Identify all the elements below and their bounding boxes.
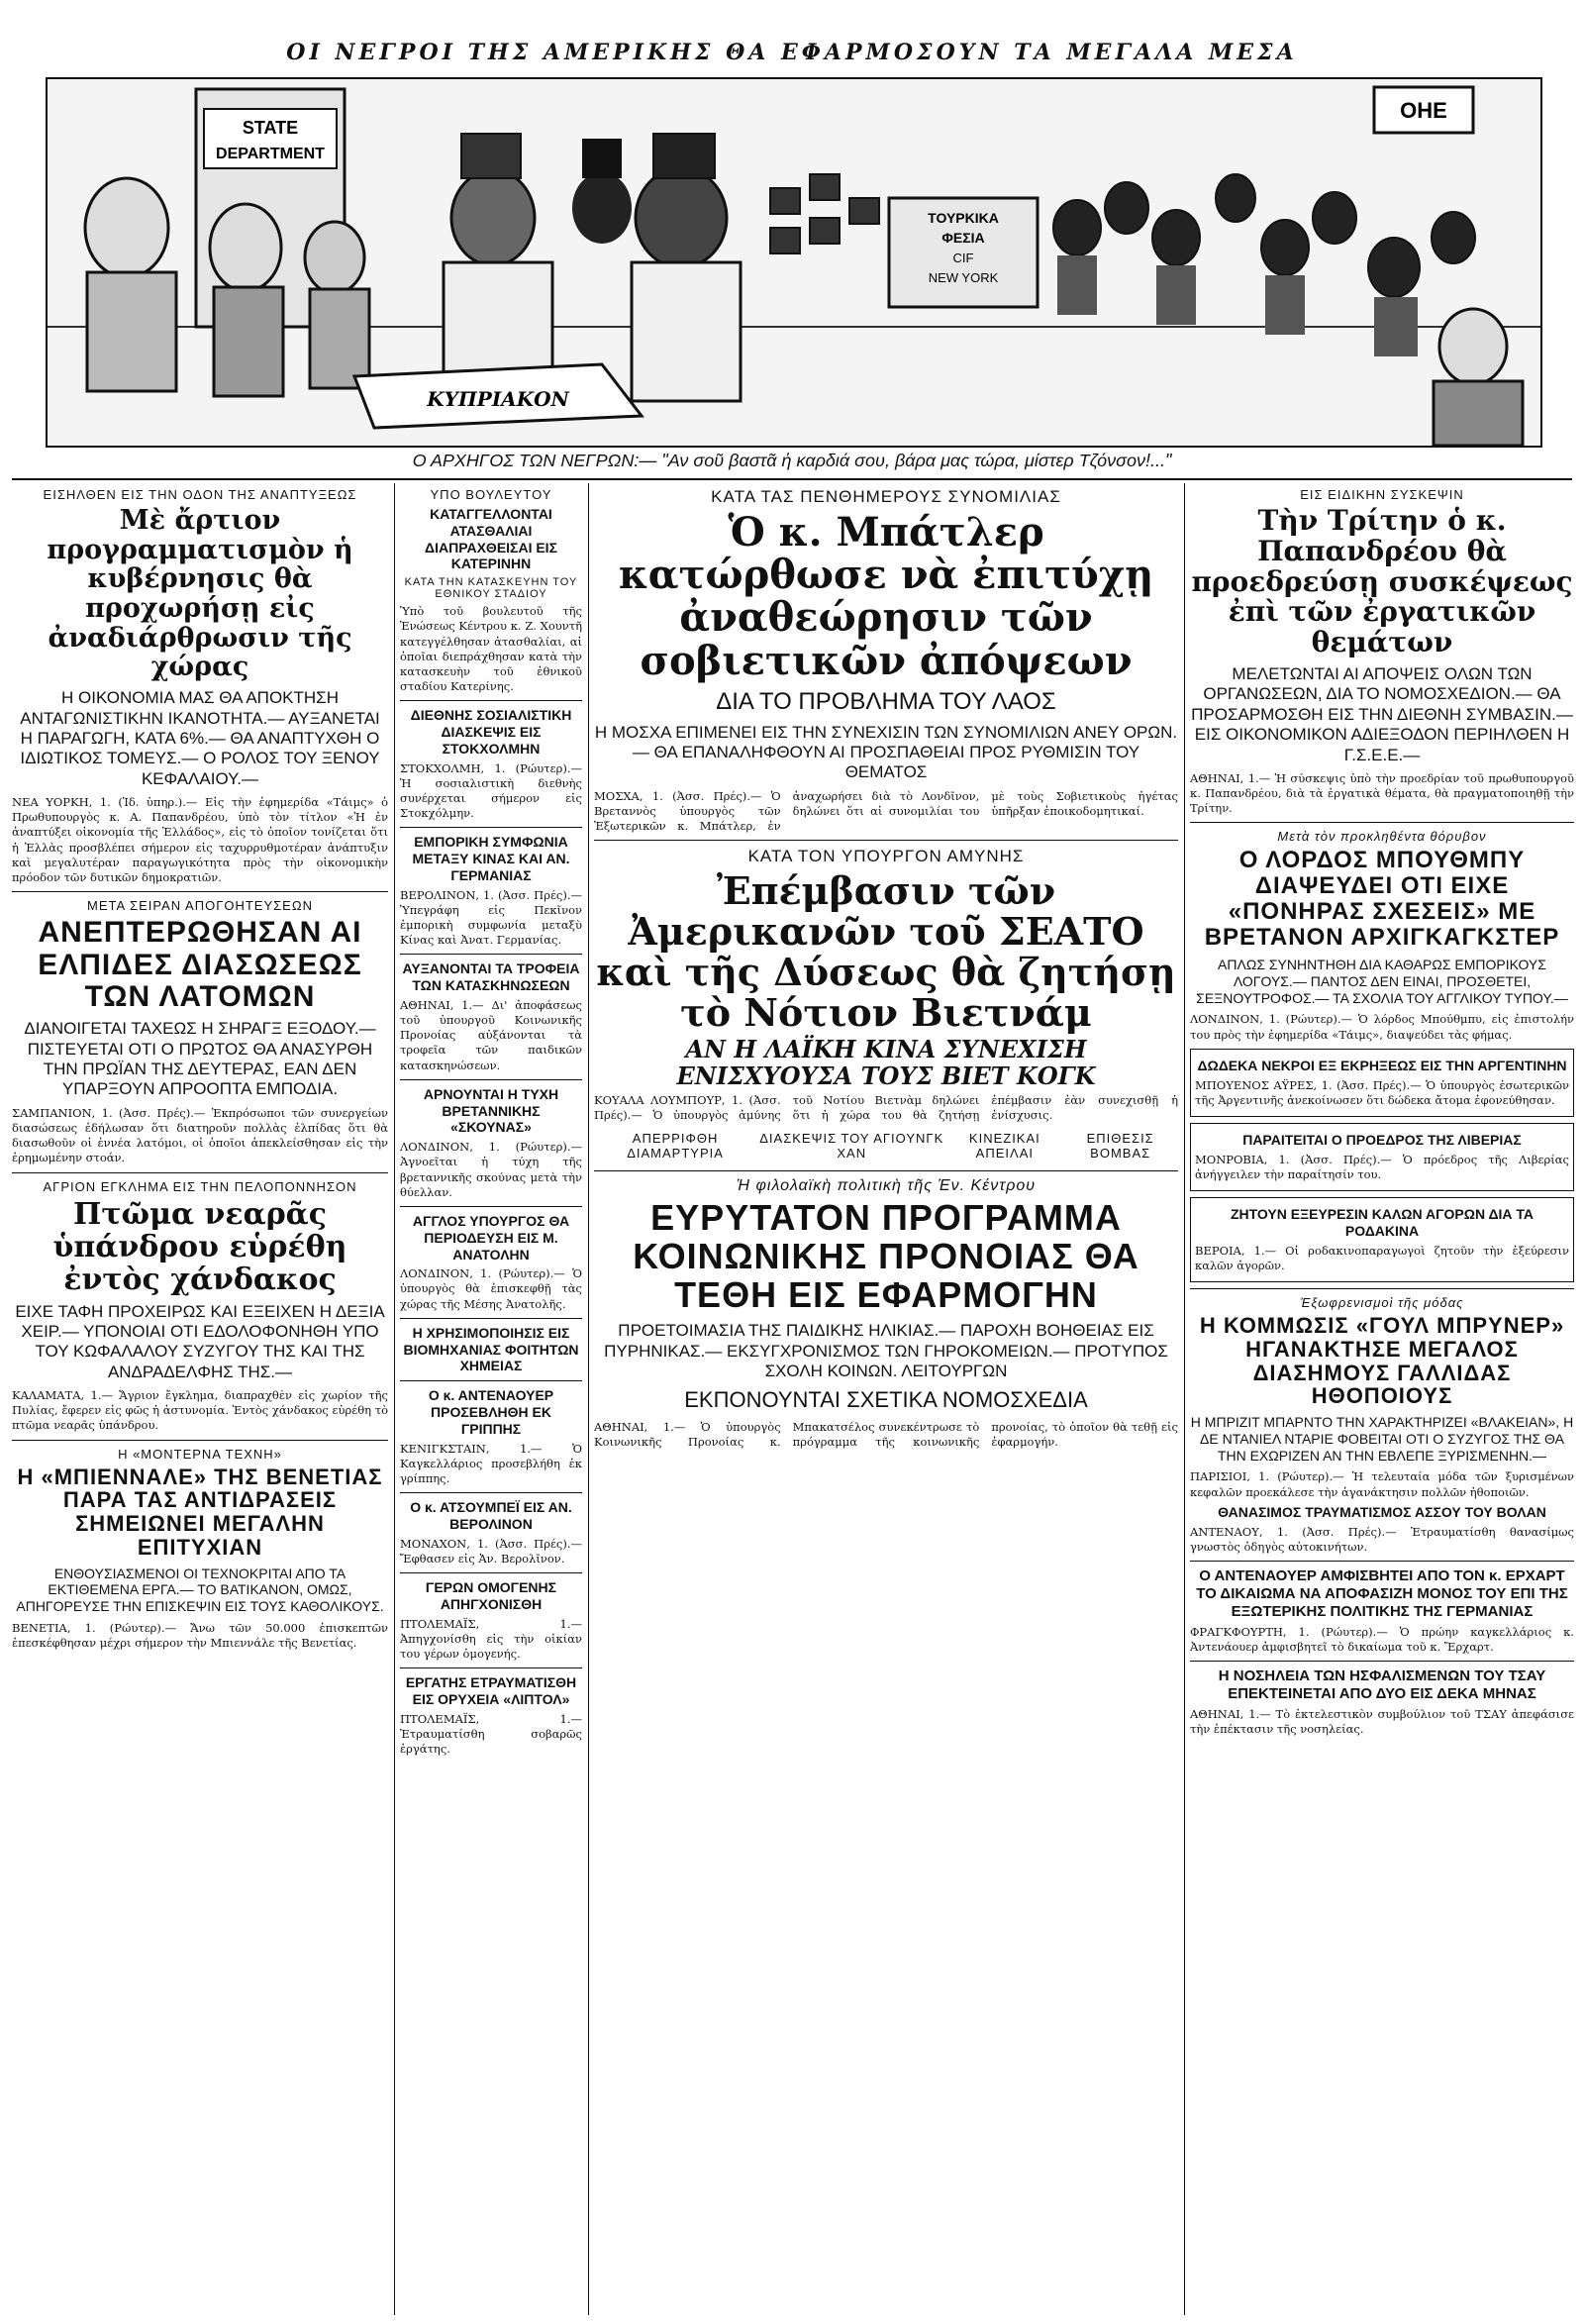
article-separator — [400, 1206, 582, 1207]
article-headline: ΘΑΝΑΣΙΜΟΣ ΤΡΑΥΜΑΤΙΣΜΟΣ ΑΣΣΟΥ ΤΟΥ ΒΟΛΑΝ — [1218, 1503, 1546, 1520]
article-headline: Ο κ. ΑΝΤΕΝΑΟΥΕΡ ΠΡΟΣΕΒΛΗΘΗ ΕΚ ΓΡΙΠΠΗΣ — [428, 1387, 554, 1437]
article-body: ΣΑΜΠΑΝΙΟΝ, 1. (Ἀσσ. Πρές).— Ἐκπρόσωποι τῶν συνεργείων διασώσεως ἐδήλωσαν ὅτι διατηροῦν πολλὰς ἐλπίδας ὅτι θὰ διασωθοῦν οἱ ἐννέα λατόμοι, οἱ ὁποῖοι ἀπεκλείσθησαν εἰς τὴν ἐρημωμένην στοάν. — [12, 1105, 388, 1165]
column-divider — [588, 483, 589, 2315]
inset-headline: ΕΠΙΘΕΣΙΣ ΒΟΜΒΑΣ — [1086, 1131, 1154, 1162]
fesia-line4: NEW YORK — [928, 270, 999, 285]
article-headline: Ο ΑΝΤΕΝΑΟΥΕΡ ΑΜΦΙΣΒΗΤΕΙ ΑΠΟ ΤΟΝ κ. ΕΡΧΑΡΤ ΤΟ ΔΙΚΑΙΩΜΑ ΝΑ ΑΠΟΦΑΣΙΖΗ ΜΟΝΟΣ ΤΟΥ ΕΠΙ ΤΗΣ ΕΞΩΤΕΡΙΚΗΣ ΠΟΛΙΤΙΚΗΣ ΤΗΣ ΓΕΡΜΑΝΙΑΣ — [1196, 1566, 1568, 1620]
article-kicker: Ἡ φιλολαϊκὴ πολιτικὴ τῆς Ἑν. Κέντρου — [736, 1177, 1037, 1195]
article-kicker: ΕΙΣΗΛΘΕΝ ΕΙΣ ΤΗΝ ΟΔΟΝ ΤΗΣ ΑΝΑΠΤΥΞΕΩΣ — [43, 487, 357, 502]
sign-state: STATE — [242, 118, 299, 138]
article-headline: Η ΚΟΜΜΩΣΙΣ «ΓΟΥΛ ΜΠΡΥΝΕΡ» ΗΓΑΝΑΚΤΗΣΕ ΜΕΓΑΛΟΣ ΔΙΑΣΗΜΟΥΣ ΓΑΛΛΙΔΑΣ ΗΘΟΠΟΙΟΥΣ — [1199, 1313, 1565, 1409]
inset-headline: ΔΙΑΣΚΕΨΙΣ ΤΟΥ ΑΓΙΟΥΝΓΚ ΧΑΝ — [759, 1131, 944, 1162]
article-headline: ΔΩΔΕΚΑ ΝΕΚΡΟΙ ΕΞ ΕΚΡΗΞΕΩΣ ΕΙΣ ΤΗΝ ΑΡΓΕΝΤΙΝΗΝ — [1197, 1057, 1567, 1073]
article-body: ΛΟΝΔΙΝΟΝ, 1. (Ρώυτερ).— Ὁ λόρδος Μπούθμπυ, εἰς ἐπιστολήν του πρὸς τὴν ἐφημερίδα «Τάιμς», διαψεύδει τὰς φήμας. — [1190, 1012, 1574, 1042]
article-body: ΑΘΗΝΑΙ, 1.— Ἡ σύσκεψις ὑπὸ τὴν προεδρίαν τοῦ πρωθυπουργοῦ κ. Παπανδρέου, διὰ τὰ ἐργατικὰ θέματα, θὰ πραγματοποιηθῇ τὴν Τρίτην. — [1190, 770, 1574, 816]
article-separator — [1190, 1661, 1574, 1662]
article-headline: ΑΝΕΠΤΕΡΩΘΗΣΑΝ ΑΙ ΕΛΠΙΔΕΣ ΔΙΑΣΩΣΕΩΣ ΤΩΝ ΛΑΤΟΜΩΝ — [38, 916, 362, 1013]
column-4 — [1190, 485, 1574, 2317]
article-body: ΠΤΟΛΕΜΑΪΣ, 1.— Ἀπηγχονίσθη εἰς τὴν οἰκίαν του γέρων ὁμογενής. — [400, 1616, 582, 1661]
article-body: ΜΟΝΡΟΒΙΑ, 1. (Ἀσσ. Πρές).— Ὁ πρόεδρος τῆς Λιβερίας ἀνήγγειλεν τὴν παραίτησίν του. — [1195, 1152, 1569, 1181]
article-separator — [12, 1172, 388, 1173]
article-headline: ΕΡΓΑΤΗΣ ΕΤΡΑΥΜΑΤΙΣΘΗ ΕΙΣ ΟΡΥΧΕΙΑ «ΛΙΠΤΟΛ» — [405, 1674, 577, 1707]
article-body: ΒΕΝΕΤΙΑ, 1. (Ρώυτερ).— Ἄνω τῶν 50.000 ἐπισκεπτῶν ἐπεσκέφθησαν μέχρι σήμερον τὴν Μπιεννάλε τῆς Βενετίας. — [12, 1621, 388, 1651]
article-body: ΠΑΡΙΣΙΟΙ, 1. (Ρώυτερ).— Ἡ τελευταία μόδα τῶν ξυρισμένων κεφαλῶν προεκάλεσε τὴν ἀγανάκτησιν πολλῶν ἠθοποιῶν. — [1190, 1469, 1574, 1499]
article-separator — [1190, 1288, 1574, 1289]
article-separator — [1190, 822, 1574, 823]
column-1 — [12, 485, 388, 2317]
fesia-line2: ΦΕΣΙΑ — [941, 230, 985, 246]
article-body: ΑΘΗΝΑΙ, 1.— Ὁ ὑπουργὸς Κοινωνικῆς Προνοίας κ. Μπακατσέλος συνεκέντρωσε τὸ πρόγραμμα τῆς κοινωνικῆς προνοίας, τὸ ὁποῖον θὰ τεθῇ εἰς ἐφαρμογήν. — [594, 1419, 1178, 1449]
article-headline: Πτῶμα νεαρᾶς ὑπάνδρου εὑρέθη ἐντὸς χάνδακος — [52, 1196, 347, 1297]
news-box — [1190, 1049, 1574, 1117]
article-body: ΚΕΝΙΓΚΣΤΑΙΝ, 1.— Ὁ Καγκελλάριος προσεβλήθη ἐκ γρίππης. — [400, 1441, 582, 1485]
article-subheadline: ΑΠΛΩΣ ΣΥΝΗΝΤΗΘΗ ΔΙΑ ΚΑΘΑΡΩΣ ΕΜΠΟΡΙΚΟΥΣ ΛΟΓΟΥΣ.— ΠΑΝΤΟΣ ΔΕΝ ΕΙΝΑΙ, ΠΡΟΣΘΕΤΕΙ, ΣΕΞΝΟΥΤΡΟΦΟΣ.— ΤΑ ΣΧΟΛΙΑ ΤΟΥ ΑΓΓΛΙΚΟΥ ΤΥΠΟΥ.— — [1196, 957, 1568, 1006]
article-headline: Μὲ ἄρτιον προγραμματισμὸν ἡ κυβέρνησις θὰ προχωρήσῃ εἰς ἀναδιάρθρωσιν τῆς χώρας — [47, 505, 353, 683]
article-headline: Η ΧΡΗΣΙΜΟΠΟΙΗΣΙΣ ΕΙΣ ΒΙΟΜΗΧΑΝΙΑΣ ΦΟΙΤΗΤΩΝ ΧΗΜΕΙΑΣ — [403, 1324, 579, 1374]
article-body: ΚΟΥΑΛΑ ΛΟΥΜΠΟΥΡ, 1. (Ἀσσ. Πρές).— Ὁ ὑπουργὸς ἀμύνης τοῦ Νοτίου Βιετνὰμ δηλώνει ὅτι ἡ χώρα του θὰ ζητήσῃ ἐπέμβασιν ἐὰν συνεχισθῇ ἡ ἐνίσχυσις. — [594, 1093, 1178, 1123]
article-separator — [594, 1170, 1178, 1171]
article-separator — [400, 1667, 582, 1668]
article-body: ΦΡΑΓΚΦΟΥΡΤΗ, 1. (Ρώυτερ).— Ὁ πρώην καγκελλάριος κ. Ἀντενάουερ ἀμφισβητεῖ τὸ δικαίωμα τοῦ κ. Ἔρχαρτ. — [1190, 1624, 1574, 1655]
article-subheadline: Η ΟΙΚΟΝΟΜΙΑ ΜΑΣ ΘΑ ΑΠΟΚΤΗΣΗ ΑΝΤΑΓΩΝΙΣΤΙΚΗΝ ΙΚΑΝΟΤΗΤΑ.— ΑΥΞΑΝΕΤΑΙ Η ΠΑΡΑΓΩΓΗ, ΚΑΤΑ 6%.— ΘΑ ΑΝΑΠΤΥΧΘΗ Ο ΙΔΙΩΤΙΚΟΣ ΤΟΜΕΥΣ.— Ο ΡΟΛΟΣ ΤΟΥ ΞΕΝΟΥ ΚΕΦΑΛΑΙΟΥ.— — [20, 688, 380, 788]
article-body: ΚΑΛΑΜΑΤΑ, 1.— Ἄγριον ἔγκλημα, διαπραχθὲν εἰς χωρίον τῆς Πυλίας, ἔφερεν εἰς φῶς ἡ ἀστυνομία. Ἐντὸς χάνδακος εὑρέθη τὸ πτῶμα νεαρᾶς ὑπάνδρου. — [12, 1388, 388, 1433]
article-kicker: Ἐξωφρενισμοὶ τῆς μόδας — [1300, 1295, 1464, 1311]
article-subheadline: ΠΡΟΕΤΟΙΜΑΣΙΑ ΤΗΣ ΠΑΙΔΙΚΗΣ ΗΛΙΚΙΑΣ.— ΠΑΡΟΧΗ ΒΟΗΘΕΙΑΣ ΕΙΣ ΠΥΡΗΝΙΚΑΣ.— ΕΚΣΥΓΧΡΟΝΙΣΜΟΣ ΤΩΝ ΓΗΡΟΚΟΜΕΙΩΝ.— ΠΡΟΤΥΠΟΣ ΣΧΟΛΗ ΚΟΙΝΩΝ. ΛΕΙΤΟΥΡΓΩΝ — [604, 1321, 1168, 1380]
article-headline: ΚΑΤΑΓΓΕΛΛΟΝΤΑΙ ΑΤΑΣΘΑΛΙΑΙ ΔΙΑΠΡΑΧΘΕΙΣΑΙ ΕΙΣ ΚΑΤΕΡΙΝΗΝ — [425, 506, 557, 572]
article-kicker: ΜΕΤΑ ΣΕΙΡΑΝ ΑΠΟΓΟΗΤΕΥΣΕΩΝ — [87, 898, 313, 914]
article-headline: ΑΡΝΟΥΝΤΑΙ Η ΤΥΧΗ ΒΡΕΤΑΝΝΙΚΗΣ «ΣΚΟΥΝΑΣ» — [423, 1085, 559, 1136]
article-separator — [400, 1492, 582, 1493]
column-divider — [1184, 483, 1185, 2315]
article-separator — [400, 700, 582, 701]
article-kicker: ΚΑΤΑ ΤΑΣ ΠΕΝΘΗΜΕΡΟΥΣ ΣΥΝΟΜΙΛΙΑΣ — [711, 487, 1061, 506]
article-subheadline: ΜΕΛΕΤΩΝΤΑΙ ΑΙ ΑΠΟΨΕΙΣ ΟΛΩΝ ΤΩΝ ΟΡΓΑΝΩΣΕΩΝ, ΔΙΑ ΤΟ ΝΟΜΟΣΧΕΔΙΟΝ.— ΘΑ ΠΡΟΣΑΡΜΟΣΘΗ ΕΙΣ ΤΗΝ ΔΙΕΘΝΗ ΣΥΜΒΑΣΙΝ.— ΕΙΣ ΟΙΚΟΝΟΜΙΚΟΝ ΑΔΙΕΞΟΔΟΝ ΠΕΡΙΗΛΘΕΝ Η Γ.Σ.Ε.Ε.— — [1191, 663, 1573, 764]
article-headline: Η ΝΟΣΗΛΕΙΑ ΤΩΝ ΗΣΦΑΛΙΣΜΕΝΩΝ ΤΟΥ ΤΣΑΥ ΕΠΕΚΤΕΙΝΕΤΑΙ ΑΠΟ ΔΥΟ ΕΙΣ ΔΕΚΑ ΜΗΝΑΣ — [1218, 1667, 1546, 1703]
inset-headlines — [594, 1129, 1178, 1164]
header-divider — [12, 478, 1572, 480]
article-body: ΛΟΝΔΙΝΟΝ, 1. (Ρώυτερ).— Ἀγνοεῖται ἡ τύχη τῆς βρεταννικῆς σκούνας μετὰ τὴν θύελλαν. — [400, 1140, 582, 1199]
article-headline: Ἐπέμβασιν τῶν Ἀμερικανῶν τοῦ ΣΕΑΤΟ καὶ τῆς Δύσεως θὰ ζητήσῃ τὸ Νότιον Βιετνάμ — [596, 868, 1176, 1036]
column-divider — [394, 483, 395, 2315]
article-kicker: Η «ΜΟΝΤΕΡΝΑ ΤΕΧΝΗ» — [118, 1446, 282, 1462]
column-3 — [594, 485, 1178, 2317]
article-headline: ΕΥΡΥΤΑΤΟΝ ΠΡΟΓΡΑΜΜΑ ΚΟΙΝΩΝΙΚΗΣ ΠΡΟΝΟΙΑΣ ΘΑ ΤΕΘΗ ΕΙΣ ΕΦΑΡΜΟΓΗΝ — [633, 1197, 1139, 1316]
article-subheadline: ΚΑΤΑ ΤΗΝ ΚΑΤΑΣΚΕΥΗΝ ΤΟΥ ΕΘΝΙΚΟΥ ΣΤΑΔΙΟΥ — [404, 576, 578, 601]
article-separator — [400, 1079, 582, 1080]
article-body: ΝΕΑ ΥΟΡΚΗ, 1. (Ἰδ. ὑπηρ.).— Εἰς τὴν ἐφημερίδα «Τάιμς» ὁ Πρωθυπουργὸς κ. Α. Παπανδρέου, ὑπὸ τὸν τίτλον «Ἡ ἐν ἀναπτύξει οἰκονομία τῆς Ἑλλάδος», εἰς τὸ ὁποῖον τονίζεται ὅτι ἡ Ἑλλὰς προσβλέπει σήμερον εἰς ταχυρρυθμοτέραν ἀνάπτυξιν καὶ μεγαλυτέραν παραγωγικότητα πρὸς τὴν οἰκονομικὴν πρόοδον τῶν δυτικῶν δημοκρατιῶν. — [12, 795, 388, 884]
article-body: ΛΟΝΔΙΝΟΝ, 1. (Ρώυτερ).— Ὁ ὑπουργὸς θὰ ἐπισκεφθῇ τὰς χώρας τῆς Μέσης Ἀνατολῆς. — [400, 1266, 582, 1311]
article-body: Ὑπὸ τοῦ βουλευτοῦ τῆς Ἑνώσεως Κέντρου κ. Ζ. Χουντῆ κατεγγέλθησαν ἀτασθαλίαι, αἱ ὁποῖαι διεπράχθησαν κατὰ τὴν κατασκευὴν τοῦ ἐθνικοῦ σταδίου Κατερίνης. — [400, 604, 582, 694]
article-body: ΑΘΗΝΑΙ, 1.— Τὸ ἐκτελεστικὸν συμβούλιον τοῦ ΤΣΑΥ ἀπεφάσισε τὴν ἐπέκτασιν τῆς νοσηλείας. — [1190, 1707, 1574, 1737]
fesia-line3: CIF — [952, 251, 974, 265]
fesia-line1: ΤΟΥΡΚΙΚΑ — [928, 210, 999, 226]
article-subheadline: Η ΜΠΡΙΖΙΤ ΜΠΑΡΝΤΟ ΤΗΝ ΧΑΡΑΚΤΗΡΙΖΕΙ «ΒΛΑΚΕΙΑΝ», Η ΔΕ ΝΤΑΝΙΕΛ ΝΤΑΡΙΕ ΦΟΒΕΙΤΑΙ ΟΤΙ Ο ΣΥΖΥΓΟΣ ΤΗΣ ΘΑ ΤΗΝ ΕΧΩΡΙΖΕΝ ΑΝ ΤΗΝ ΕΒΛΕΠΕ ΞΥΡΙΣΜΕΝΗΝ.— — [1190, 1414, 1574, 1464]
article-separator — [1190, 1561, 1574, 1562]
article-separator — [400, 1572, 582, 1573]
article-body: ΜΠΟΥΕΝΟΣ ΑΫΡΕΣ, 1. (Ἀσσ. Πρές).— Ὁ ὑπουργὸς ἐσωτερικῶν τῆς Ἀργεντινῆς ἀνεκοίνωσεν ὅτι δώδεκα ἄτομα ἐφονεύθησαν. — [1195, 1077, 1569, 1107]
article-body: ΒΕΡΟΙΑ, 1.— Οἱ ροδακινοπαραγωγοὶ ζητοῦν τὴν ἐξεύρεσιν καλῶν ἀγορῶν. — [1195, 1243, 1569, 1272]
article-separator — [400, 1380, 582, 1381]
article-kicker: ΥΠΟ ΒΟΥΛΕΥΤΟΥ — [430, 487, 552, 502]
tray-label: ΚΥΠΡΙΑΚΟΝ — [427, 387, 569, 411]
article-subheadline: ΑΝ Η ΛΑΪΚΗ ΚΙΝΑ ΣΥΝΕΧΙΣΗ ΕΝΙΣΧΥΟΥΣΑ ΤΟΥΣ ΒΙΕΤ ΚΟΓΚ — [676, 1035, 1096, 1090]
article-kicker: ΑΓΡΙΟΝ ΕΓΚΛΗΜΑ ΕΙΣ ΤΗΝ ΠΕΛΟΠΟΝΝΗΣΟΝ — [43, 1178, 357, 1194]
article-separator — [594, 840, 1178, 841]
article-kicker: ΚΑΤΑ ΤΟΝ ΥΠΟΥΡΓΟΝ ΑΜΥΝΗΣ — [747, 847, 1025, 866]
article-deck: ΕΚΠΟΝΟΥΝΤΑΙ ΣΧΕΤΙΚΑ ΝΟΜΟΣΧΕΔΙΑ — [684, 1387, 1088, 1413]
article-separator — [12, 1440, 388, 1441]
article-headline: ΑΥΞΑΝΟΝΤΑΙ ΤΑ ΤΡΟΦΕΙΑ ΤΩΝ ΚΑΤΑΣΚΗΝΩΣΕΩΝ — [402, 960, 580, 994]
article-separator — [400, 827, 582, 828]
article-headline: Ο ΛΟΡΔΟΣ ΜΠΟΥΘΜΠΥ ΔΙΑΨΕΥΔΕΙ ΟΤΙ ΕΙΧΕ «ΠΟΝΗΡΑΣ ΣΧΕΣΕΙΣ» ΜΕ ΒΡΕΤΑΝΟΝ ΑΡΧΙΓΚΑΓΚΣΤΕΡ — [1204, 847, 1560, 952]
article-deck: ΔΙΑ ΤΟ ΠΡΟΒΛΗΜΑ ΤΟΥ ΛΑΟΣ — [716, 687, 1056, 715]
article-subheadline: ΕΙΧΕ ΤΑΦΗ ΠΡΟΧΕΙΡΩΣ ΚΑΙ ΕΞΕΙΧΕΝ Η ΔΕΞΙΑ ΧΕΙΡ.— ΥΠΟΝΟΙΑΙ ΟΤΙ ΕΔΟΛΟΦΟΝΗΘΗ ΥΠΟ ΤΟΥ ΚΩΦΑΛΑΛΟΥ ΣΥΖΥΓΟΥ ΤΗΣ ΚΑΙ ΤΗΣ ΑΝΔΡΑΔΕΛΦΗΣ ΤΗΣ.— — [15, 1301, 385, 1381]
article-kicker: ΕΙΣ ΕΙΔΙΚΗΝ ΣΥΣΚΕΨΙΝ — [1300, 487, 1464, 502]
news-box — [1190, 1123, 1574, 1191]
sign-department: DEPARTMENT — [216, 146, 325, 162]
political-cartoon — [46, 77, 1542, 448]
article-subheadline: ΕΝΘΟΥΣΙΑΣΜΕΝΟΙ ΟΙ ΤΕΧΝΟΚΡΙΤΑΙ ΑΠΟ ΤΑ ΕΚΤΙΘΕΜΕΝΑ ΕΡΓΑ.— ΤΟ ΒΑΤΙΚΑΝΟΝ, ΟΜΩΣ, ΑΠΗΓΟΡΕΥΣΕ ΤΗΝ ΕΠΙΣΚΕΨΙΝ ΕΙΣ ΤΟΥΣ ΚΑΘΟΛΙΚΟΥΣ. — [16, 1565, 384, 1615]
article-headline: Ο κ. ΑΤΣΟΥΜΠΕΪ ΕΙΣ ΑΝ. ΒΕΡΟΛΙΝΟΝ — [410, 1499, 572, 1532]
article-headline: Ὁ κ. Μπάτλερ κατώρθωσε νὰ ἐπιτύχῃ ἀναθεώρησιν τῶν σοβιετικῶν ἀπόψεων — [618, 509, 1154, 684]
inset-headline: ΚΙΝΕΖΙΚΑΙ ΑΠΕΙΛΑΙ — [968, 1131, 1040, 1162]
article-headline: Τὴν Τρίτην ὁ κ. Παπανδρέου θὰ προεδρεύσῃ συσκέψεως ἐπὶ τῶν ἐργατικῶν θεμάτων — [1191, 504, 1573, 659]
sign-ohe: ΟΗΕ — [1400, 98, 1447, 123]
article-subheadline: ΔΙΑΝΟΙΓΕΤΑΙ ΤΑΧΕΩΣ Η ΣΗΡΑΓΞ ΕΞΟΔΟΥ.— ΠΙΣΤΕΥΕΤΑΙ ΟΤΙ Ο ΠΡΩΤΟΣ ΘΑ ΑΝΑΣΥΡΘΗ ΤΗΝ ΠΡΩΪΑΝ ΤΗΣ ΔΕΥΤΕΡΑΣ, ΕΑΝ ΔΕΝ ΥΠΑΡΞΟΥΝ ΑΠΡΟΟΠΤΑ ΕΜΠΟΔΙΑ. — [24, 1019, 376, 1099]
article-body: ΣΤΟΚΧΟΛΜΗ, 1. (Ρώυτερ).— Ἡ σοσιαλιστικὴ διεθνὴς συνέρχεται σήμερον εἰς Στοκχόλμην. — [400, 760, 582, 821]
article-body: ΑΘΗΝΑΙ, 1.— Δι' ἀποφάσεως τοῦ ὑπουργοῦ Κοινωνικῆς Προνοίας αὐξάνονται τὰ τροφεῖα τῶν παιδικῶν κατασκηνώσεων. — [400, 997, 582, 1072]
inset-headline: ΑΠΕΡΡΙΦΘΗ ΔΙΑΜΑΡΤΥΡΙΑ — [627, 1131, 724, 1162]
cartoon-illustration — [48, 79, 1540, 446]
article-headline: ΠΑΡΑΙΤΕΙΤΑΙ Ο ΠΡΟΕΔΡΟΣ ΤΗΣ ΛΙΒΕΡΙΑΣ — [1242, 1131, 1522, 1148]
column-2 — [400, 485, 582, 2317]
article-body: ΒΕΡΟΛΙΝΟΝ, 1. (Ἀσσ. Πρές).— Ὑπεγράφη εἰς Πεκῖνον ἐμπορικὴ συμφωνία μεταξὺ Κίνας καὶ Ἀνατ. Γερμανίας. — [400, 887, 582, 948]
cartoon-caption: Ο ΑΡΧΗΓΟΣ ΤΩΝ ΝΕΓΡΩΝ:— "Αν σοῦ βαστᾶ ἡ καρδιά σου, βάρα μας τώρα, μίστερ Τζόνσον!..." — [412, 451, 1172, 470]
masthead-title: ΟΙ ΝΕΓΡΟΙ ΤΗΣ ΑΜΕΡΙΚΗΣ ΘΑ ΕΦΑΡΜΟΣΟΥΝ ΤΑ ΜΕΓΑΛΑ ΜΕΣΑ — [286, 40, 1298, 65]
article-separator — [12, 891, 388, 892]
news-box — [1190, 1197, 1574, 1282]
article-separator — [400, 954, 582, 955]
article-body: ΠΤΟΛΕΜΑΪΣ, 1.— Ἐτραυματίσθη σοβαρῶς ἐργάτης. — [400, 1711, 582, 1757]
article-subheadline: Η ΜΟΣΧΑ ΕΠΙΜΕΝΕΙ ΕΙΣ ΤΗΝ ΣΥΝΕΧΙΣΙΝ ΤΩΝ ΣΥΝΟΜΙΛΙΩΝ ΑΝΕΥ ΟΡΩΝ.— ΘΑ ΕΠΑΝΑΛΗΦΘΟΥΝ ΑΙ ΠΡΟΣΠΑΘΕΙΑΙ ΠΡΟΣ ΡΥΘΜΙΣΙΝ ΤΟΥ ΘΕΜΑΤΟΣ — [594, 722, 1178, 782]
article-body: ΑΝΤΕΝΑΟΥ, 1. (Ἀσσ. Πρές).— Ἐτραυματίσθη θανασίμως γνωστὸς ὁδηγὸς αὐτοκινήτων. — [1190, 1524, 1574, 1554]
article-body: ΜΟΣΧΑ, 1. (Ἀσσ. Πρές).— Ὁ Βρεταννὸς ὑπουργὸς τῶν Ἐξωτερικῶν κ. Μπάτλερ, ἐν ἀναχωρήσει διὰ τὸ Λονδῖνον, δηλώνει ὅτι αἱ συνομιλίαι του μὲ τοὺς Σοβιετικοὺς ἡγέτας ὑπῆρξαν ἐποικοδομητικαί. — [594, 788, 1178, 834]
article-headline: ΖΗΤΟΥΝ ΕΞΕΥΡΕΣΙΝ ΚΑΛΩΝ ΑΓΟΡΩΝ ΔΙΑ ΤΑ ΡΟΔΑΚΙΝΑ — [1230, 1206, 1534, 1239]
article-headline: ΑΓΓΛΟΣ ΥΠΟΥΡΓΟΣ ΘΑ ΠΕΡΙΟΔΕΥΣΗ ΕΙΣ Μ. ΑΝΑΤΟΛΗΝ — [412, 1212, 570, 1263]
article-separator — [400, 1318, 582, 1319]
article-headline: Η «ΜΠΙΕΝΝΑΛΕ» ΤΗΣ ΒΕΝΕΤΙΑΣ ΠΑΡΑ ΤΑΣ ΑΝΤΙΔΡΑΣΕΙΣ ΣΗΜΕΙΩΝΕΙ ΜΕΓΑΛΗΝ ΕΠΙΤΥΧΙΑΝ — [17, 1464, 383, 1560]
article-kicker: Μετὰ τὸν προκληθέντα θόρυβον — [1277, 829, 1487, 845]
article-body: ΜΟΝΑΧΟΝ, 1. (Ἀσσ. Πρές).— Ἔφθασεν εἰς Ἀν. Βερολῖνον. — [400, 1536, 582, 1566]
article-headline: ΓΕΡΩΝ ΟΜΟΓΕΝΗΣ ΑΠΗΓΧΟΝΙΣΘΗ — [425, 1579, 557, 1612]
article-headline: ΕΜΠΟΡΙΚΗ ΣΥΜΦΩΝΙΑ ΜΕΤΑΞΥ ΚΙΝΑΣ ΚΑΙ ΑΝ. ΓΕΡΜΑΝΙΑΣ — [412, 834, 570, 883]
article-headline: ΔΙΕΘΝΗΣ ΣΟΣΙΑΛΙΣΤΙΚΗ ΔΙΑΣΚΕΨΙΣ ΕΙΣ ΣΤΟΚΧΟΛΜΗΝ — [410, 707, 572, 757]
